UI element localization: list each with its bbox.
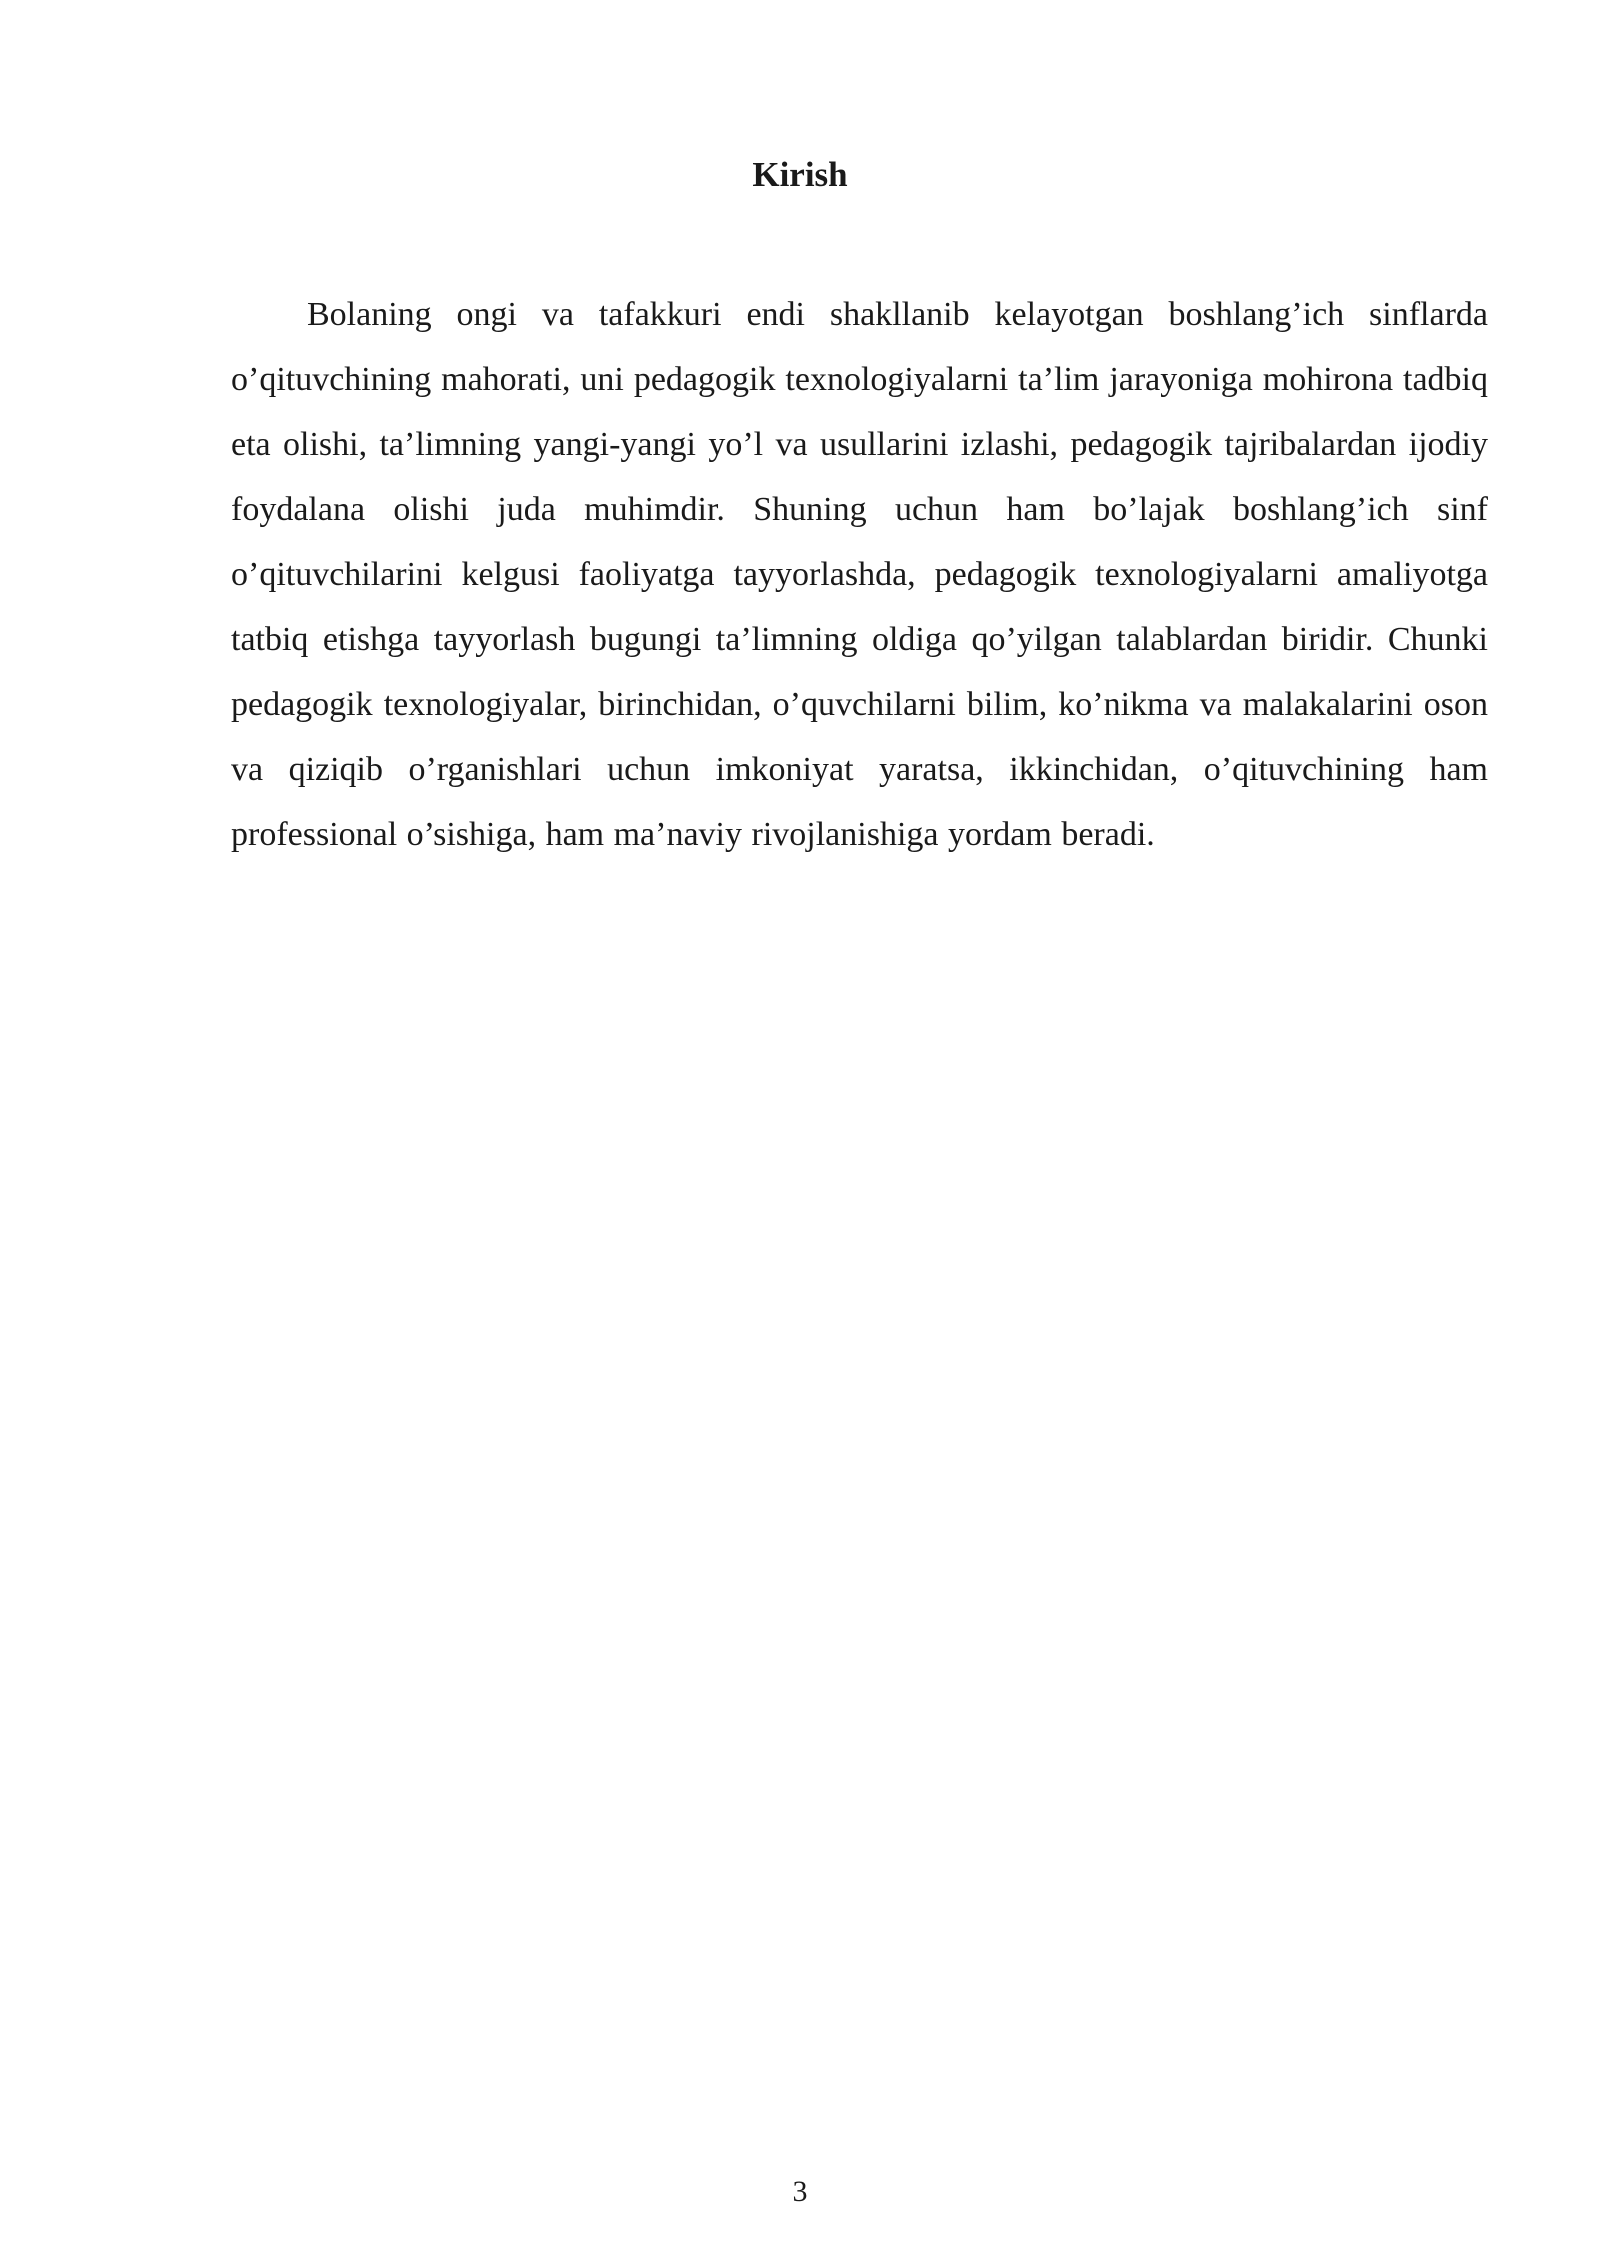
body-paragraph: Bolaning ongi va tafakkuri endi shakllanib kelayotgan boshlang’ich sinflarda o’qituvchining mahorati, uni pedagogik texnologiyalarni ta’lim jarayoniga mohirona tadbiq eta olishi, ta’limning yangi-yangi yo’l va usullarini izlashi, pedagogik tajribalardan ijodiy foydalana olishi juda muhimdir. Shuning uchun ham bo’lajak boshlang’ich sinf o’qituvchilarini kelgusi faoliyatga tayyorlashda, pedagogik texnologiyalarni amaliyotga tatbiq etishga tayyorlash bugungi ta’limning oldiga qo’yilgan talablardan biridir. Chunki pedagogik texnologiyalar, birinchidan, o’quvchilarni bilim, ko’nikma va malakalarini oson va qiziqib o’rganishlari uchun imkoniyat yaratsa, ikkinchidan, o’qituvchining ham professional o’sishiga, ham ma’naviy rivojlanishiga yordam beradi. (231, 296, 1488, 853)
page-number: 3 (792, 2175, 808, 2208)
page-title: Kirish (752, 155, 848, 194)
